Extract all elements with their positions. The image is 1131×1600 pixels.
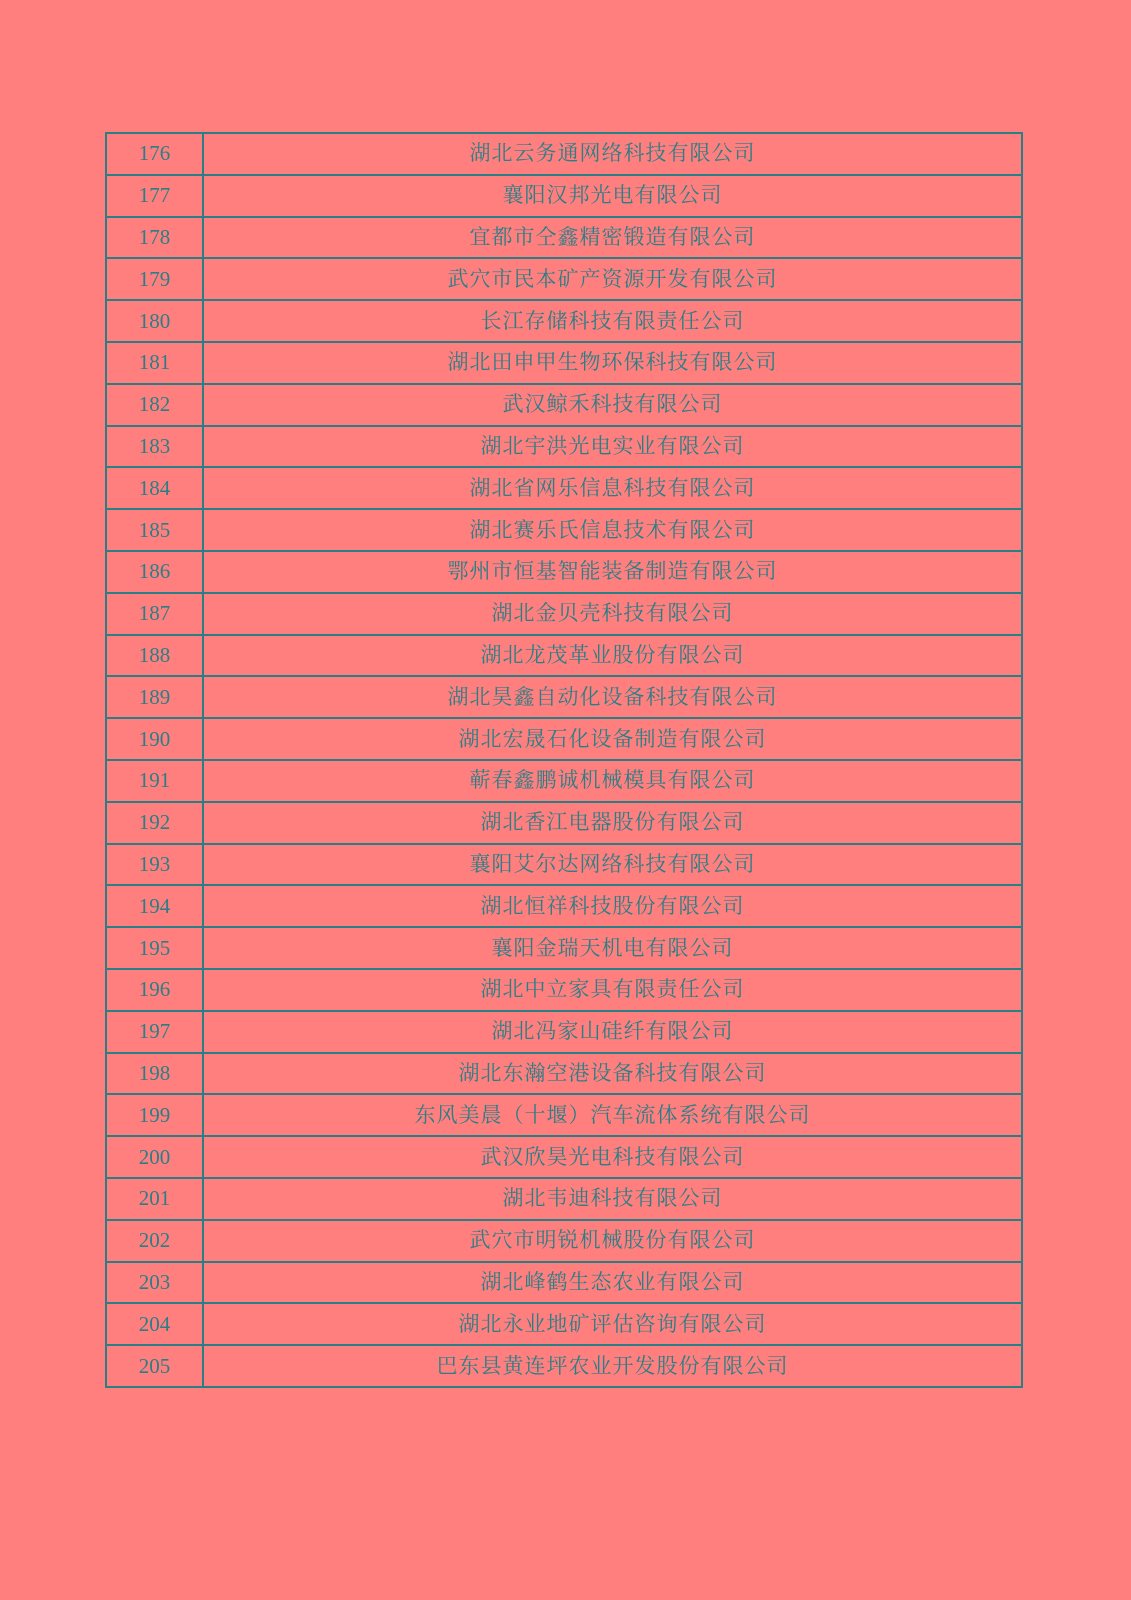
row-number: 199	[106, 1094, 203, 1136]
company-name: 湖北田申甲生物环保科技有限公司	[203, 342, 1022, 384]
row-number: 195	[106, 927, 203, 969]
table-row	[106, 927, 1022, 969]
table-row	[106, 760, 1022, 802]
table-row	[106, 1178, 1022, 1220]
company-name: 蕲春鑫鹏诚机械模具有限公司	[203, 760, 1022, 802]
company-name: 湖北峰鹤生态农业有限公司	[203, 1262, 1022, 1304]
row-number: 178	[106, 217, 203, 259]
company-name: 湖北韦迪科技有限公司	[203, 1178, 1022, 1220]
table-row	[106, 1053, 1022, 1095]
table-row	[106, 426, 1022, 468]
company-name: 襄阳汉邦光电有限公司	[203, 175, 1022, 217]
row-number: 192	[106, 802, 203, 844]
table-row	[106, 635, 1022, 677]
row-number: 194	[106, 885, 203, 927]
company-name: 武穴市明锐机械股份有限公司	[203, 1220, 1022, 1262]
company-name: 宜都市仝鑫精密锻造有限公司	[203, 217, 1022, 259]
table-row	[106, 217, 1022, 259]
table-row	[106, 509, 1022, 551]
row-number: 184	[106, 467, 203, 509]
company-name: 湖北金贝壳科技有限公司	[203, 593, 1022, 635]
company-name: 湖北昊鑫自动化设备科技有限公司	[203, 676, 1022, 718]
row-number: 187	[106, 593, 203, 635]
table-row	[106, 342, 1022, 384]
row-number: 179	[106, 258, 203, 300]
table-row	[106, 258, 1022, 300]
company-name: 襄阳金瑞天机电有限公司	[203, 927, 1022, 969]
row-number: 200	[106, 1136, 203, 1178]
company-name: 湖北云务通网络科技有限公司	[203, 133, 1022, 175]
table-row	[106, 1303, 1022, 1345]
row-number: 190	[106, 718, 203, 760]
row-number: 189	[106, 676, 203, 718]
table-row	[106, 718, 1022, 760]
row-number: 177	[106, 175, 203, 217]
company-name: 湖北赛乐氏信息技术有限公司	[203, 509, 1022, 551]
row-number: 203	[106, 1262, 203, 1304]
row-number: 180	[106, 300, 203, 342]
row-number: 176	[106, 133, 203, 175]
company-name: 武穴市民本矿产资源开发有限公司	[203, 258, 1022, 300]
company-name: 武汉欣昊光电科技有限公司	[203, 1136, 1022, 1178]
table-row	[106, 676, 1022, 718]
table-body	[106, 133, 1022, 1387]
company-name: 长江存储科技有限责任公司	[203, 300, 1022, 342]
row-number: 204	[106, 1303, 203, 1345]
row-number: 193	[106, 844, 203, 886]
table-row	[106, 384, 1022, 426]
row-number: 196	[106, 969, 203, 1011]
table-row	[106, 1345, 1022, 1387]
company-name: 湖北东瀚空港设备科技有限公司	[203, 1053, 1022, 1095]
table-row	[106, 467, 1022, 509]
company-name: 武汉鲸禾科技有限公司	[203, 384, 1022, 426]
row-number: 185	[106, 509, 203, 551]
company-name: 湖北恒祥科技股份有限公司	[203, 885, 1022, 927]
row-number: 183	[106, 426, 203, 468]
company-name: 湖北香江电器股份有限公司	[203, 802, 1022, 844]
table-row	[106, 802, 1022, 844]
table-row	[106, 593, 1022, 635]
table-row	[106, 1220, 1022, 1262]
row-number: 191	[106, 760, 203, 802]
company-name: 湖北冯家山硅纤有限公司	[203, 1011, 1022, 1053]
row-number: 202	[106, 1220, 203, 1262]
company-name: 湖北中立家具有限责任公司	[203, 969, 1022, 1011]
row-number: 181	[106, 342, 203, 384]
row-number: 205	[106, 1345, 203, 1387]
table-row	[106, 885, 1022, 927]
table-row	[106, 551, 1022, 593]
row-number: 201	[106, 1178, 203, 1220]
row-number: 182	[106, 384, 203, 426]
row-number: 186	[106, 551, 203, 593]
row-number: 198	[106, 1053, 203, 1095]
row-number: 197	[106, 1011, 203, 1053]
company-name: 湖北宇洪光电实业有限公司	[203, 426, 1022, 468]
table-row	[106, 969, 1022, 1011]
table-row	[106, 1262, 1022, 1304]
row-number: 188	[106, 635, 203, 677]
company-name: 巴东县黄连坪农业开发股份有限公司	[203, 1345, 1022, 1387]
table-row	[106, 133, 1022, 175]
company-name: 湖北永业地矿评估咨询有限公司	[203, 1303, 1022, 1345]
table-row	[106, 175, 1022, 217]
company-name: 鄂州市恒基智能装备制造有限公司	[203, 551, 1022, 593]
table-row	[106, 1094, 1022, 1136]
table-row	[106, 1136, 1022, 1178]
company-name: 东风美晨（十堰）汽车流体系统有限公司	[203, 1094, 1022, 1136]
table-row	[106, 1011, 1022, 1053]
table-row	[106, 844, 1022, 886]
table-row	[106, 300, 1022, 342]
company-name: 湖北龙茂革业股份有限公司	[203, 635, 1022, 677]
company-name: 襄阳艾尔达网络科技有限公司	[203, 844, 1022, 886]
company-name: 湖北省网乐信息科技有限公司	[203, 467, 1022, 509]
company-list-table	[105, 132, 1023, 1388]
company-name: 湖北宏晟石化设备制造有限公司	[203, 718, 1022, 760]
